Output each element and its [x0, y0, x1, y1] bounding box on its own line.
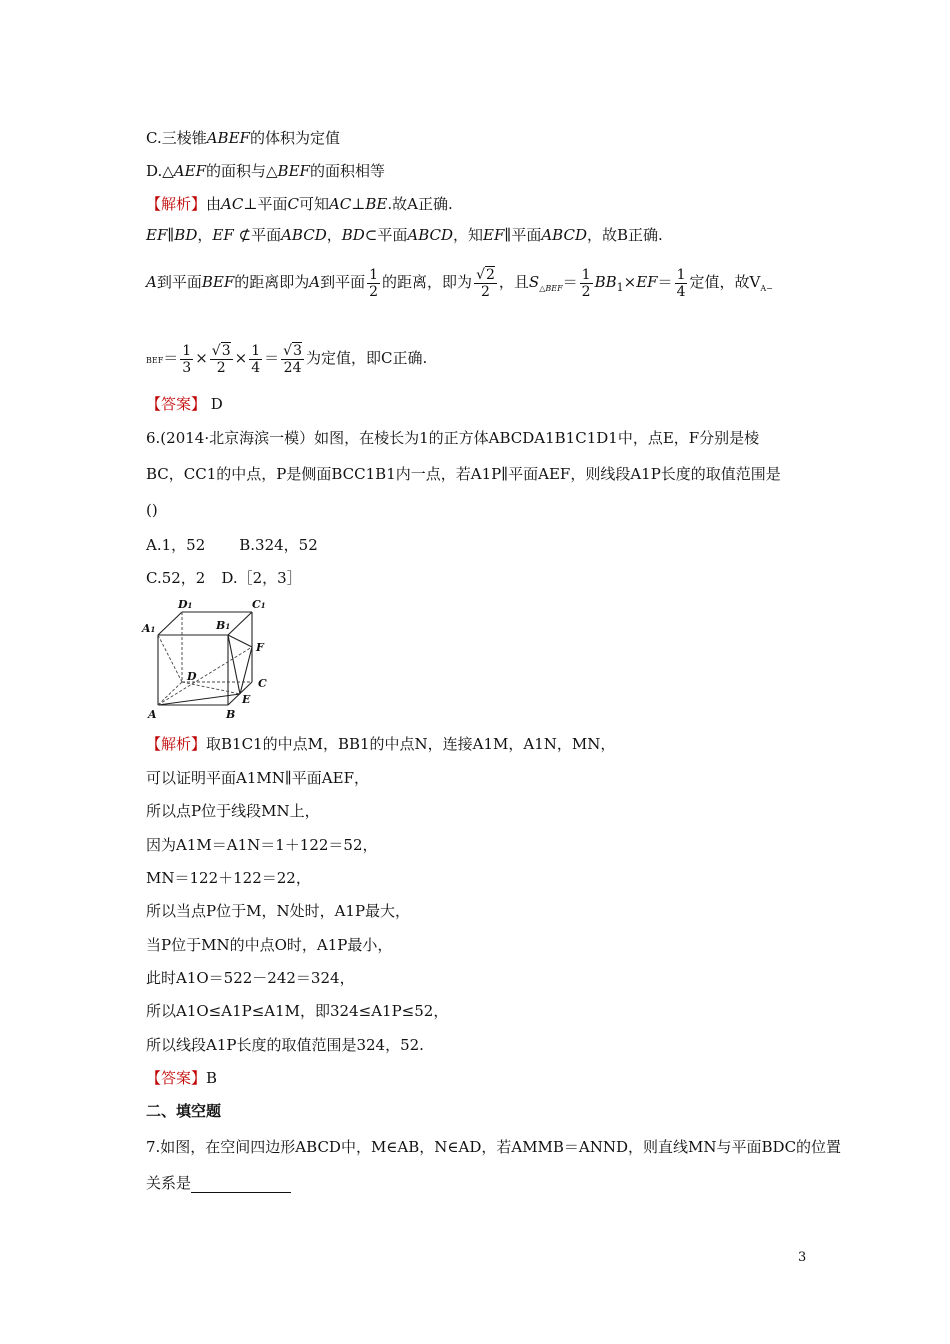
numerator: 1: [676, 266, 686, 283]
radicand: 3: [293, 342, 302, 359]
q7-line-2: [146, 1173, 291, 1193]
sqrt-sign: √: [283, 342, 293, 359]
numerator: 1: [182, 342, 192, 359]
subscript: △BEF: [539, 284, 563, 293]
var: AEF: [173, 162, 206, 180]
text: D.△: [146, 162, 174, 180]
radicand: 3: [221, 342, 231, 359]
numerator: [210, 343, 233, 360]
hidden-edge: [158, 682, 182, 705]
hidden-line: [158, 635, 182, 682]
text: ，故B正确.: [586, 226, 663, 244]
answer-line-1: [146, 394, 223, 414]
denominator: 2: [581, 283, 591, 300]
var: BEF: [277, 162, 310, 180]
var: BB: [594, 273, 617, 291]
answer-blank[interactable]: [191, 1176, 291, 1193]
denominator: 2: [369, 283, 379, 300]
text: ＝: [562, 273, 578, 291]
edge: [158, 612, 182, 635]
denominator: 24: [283, 359, 302, 376]
var: ABCD: [281, 226, 327, 244]
line-b1f: [228, 635, 252, 647]
solution-line-5: MN＝122＋122＝22，: [146, 869, 311, 887]
solution-line-1: [146, 734, 615, 754]
solution-line-6: 所以当点P位于M，N处时，A1P最大，: [146, 902, 411, 920]
times: ×: [195, 349, 208, 367]
text: 到平面: [320, 273, 366, 291]
solution-line-2: 可以证明平面A1MN∥平面AEF，: [146, 769, 369, 787]
solution-line-3: 所以点P位于线段MN上，: [146, 802, 320, 820]
var: AC: [221, 195, 244, 213]
fraction: [675, 267, 688, 300]
fraction: [367, 267, 380, 300]
denominator: 4: [676, 283, 686, 300]
fraction: [210, 343, 233, 376]
fraction: [180, 343, 193, 376]
var: A: [309, 273, 321, 291]
text: ⊂平面: [364, 226, 408, 244]
analysis-line-2: [146, 225, 663, 245]
numerator: 1: [251, 342, 261, 359]
analysis-line-1: [146, 194, 453, 214]
numerator: [281, 343, 304, 360]
fraction: [580, 267, 593, 300]
sqrt: [476, 267, 495, 283]
var: BD: [341, 226, 365, 244]
sqrt-sign: √: [211, 342, 221, 359]
label-c1: C1: [252, 598, 266, 611]
option-c: C.52，2: [146, 569, 206, 587]
text: 的面积与△: [206, 162, 278, 180]
denominator: 4: [251, 359, 261, 376]
text: ×: [623, 273, 637, 291]
line-ef: [240, 647, 252, 694]
text: 由: [206, 195, 222, 213]
hidden-line: [182, 682, 240, 694]
text: 的距离，即为: [382, 273, 473, 291]
answer-value: B: [206, 1069, 218, 1087]
var: AC: [328, 195, 352, 213]
q6-options-ab: [146, 535, 318, 555]
fraction: [281, 343, 304, 376]
option-d: D.［2，3］: [221, 569, 302, 587]
fraction: [474, 267, 497, 300]
var: EF: [212, 226, 234, 244]
var: S: [528, 273, 540, 291]
answer-tag: 【答案】: [146, 1069, 207, 1087]
label-e: E: [242, 693, 251, 706]
label-f: F: [256, 641, 264, 654]
var: EF: [483, 226, 505, 244]
denominator: 2: [481, 283, 490, 300]
analysis-tag: 【解析】: [146, 735, 207, 753]
sqrt: [212, 343, 231, 359]
label-b1: B1: [216, 619, 231, 632]
text: 的体积为定值: [249, 129, 340, 147]
sqrt: [283, 343, 302, 359]
option-b: B.324，52: [239, 536, 318, 554]
text: ＝: [163, 349, 179, 367]
q6-options-cd: [146, 568, 302, 588]
sqrt-sign: √: [476, 266, 485, 283]
answer-tag: 【答案】: [146, 395, 207, 413]
var: EF: [146, 226, 168, 244]
answer-value: D: [206, 395, 223, 413]
label-a: A: [148, 708, 157, 721]
var: A: [146, 273, 157, 291]
var: BE: [365, 195, 388, 213]
option-d: [146, 161, 385, 181]
q6-line-3: (): [146, 501, 158, 519]
q6-line-2: BC，CC1的中点，P是侧面BCC1B1内一点，若A1P∥平面AEF，则线段A1P长度的取值范围是: [146, 465, 781, 483]
label-a1: A1: [142, 622, 156, 635]
analysis-line-4: [146, 338, 427, 381]
text: 可知: [298, 195, 329, 213]
solution-line-10: 所以线段A1P长度的取值范围是324，52.: [146, 1036, 424, 1054]
var: BEF: [201, 273, 235, 291]
label-d1: D1: [178, 598, 193, 611]
line-b1e: [228, 635, 240, 694]
section-heading: 二、填空题: [146, 1102, 222, 1120]
analysis-line-3: [146, 264, 773, 307]
label-b: B: [226, 708, 236, 721]
text: 取B1C1的中点M，BB1的中点N，连接A1M，A1N，MN，: [206, 735, 616, 753]
text: 关系是: [146, 1174, 192, 1192]
denominator: 2: [216, 359, 226, 376]
times: ×: [234, 349, 248, 367]
answer-line-2: [146, 1068, 217, 1088]
text: ∥平面: [504, 226, 542, 244]
edge: [228, 612, 252, 635]
numerator: 1: [581, 266, 591, 283]
subscript: 1: [616, 281, 624, 294]
var: ABCD: [541, 226, 587, 244]
solution-line-9: 所以A1O≤A1P≤A1M，即324≤A1P≤52，: [146, 1002, 449, 1020]
text: ⊄平面: [233, 226, 282, 244]
label-d: D: [187, 670, 197, 683]
text: ，且: [498, 273, 529, 291]
text: 的面积相等: [309, 162, 385, 180]
solution-line-4: 因为A1M＝A1N＝1＋122＝52，: [146, 836, 378, 854]
text: ，: [326, 226, 342, 244]
text: ，: [197, 226, 213, 244]
var: ABEF: [206, 129, 250, 147]
option-c: [146, 128, 340, 148]
text: .故A正确.: [387, 195, 453, 213]
text: ，知: [453, 226, 484, 244]
analysis-tag: 【解析】: [146, 195, 207, 213]
q6-line-1: 6.(2014·北京海滨一模）如图，在棱长为1的正方体ABCDA1B1C1D1中，点E，F分别是棱: [146, 429, 760, 447]
text: ⊥平面: [243, 195, 288, 213]
cube-figure: [140, 598, 290, 723]
subscript: BEF: [146, 356, 164, 365]
text: 的距离即为: [234, 273, 310, 291]
page-number: 3: [798, 1250, 807, 1265]
var: BD: [174, 226, 198, 244]
hidden-line-af: [158, 647, 252, 705]
text: 为定值，即C正确.: [306, 349, 428, 367]
var: ABCD: [407, 226, 454, 244]
numerator: [474, 267, 497, 284]
option-a: A.1，52: [146, 536, 206, 554]
var: EF: [636, 273, 658, 291]
radicand: 2: [485, 266, 495, 283]
numerator: 1: [369, 266, 379, 283]
text: ⊥: [351, 195, 366, 213]
text: ∥: [167, 226, 175, 244]
text: C.三棱锥: [146, 129, 207, 147]
q7-line-1: 7.如图，在空间四边形ABCD中，M∈AB，N∈AD，若AMMB＝ANND，则直线MN与平面BDC的位置: [146, 1138, 842, 1156]
fraction: [249, 343, 262, 376]
solution-line-7: 当P位于MN的中点O时，A1P最小，: [146, 936, 393, 954]
denominator: 3: [182, 359, 192, 376]
text: 到平面: [156, 273, 202, 291]
label-c: C: [258, 677, 267, 690]
text: 定值，故V: [689, 273, 761, 291]
solution-line-8: 此时A1O＝522－242＝324，: [146, 969, 355, 987]
text: ＝: [264, 349, 280, 367]
var: C: [287, 195, 299, 213]
subscript: A−: [760, 284, 773, 293]
text: ＝: [657, 273, 673, 291]
